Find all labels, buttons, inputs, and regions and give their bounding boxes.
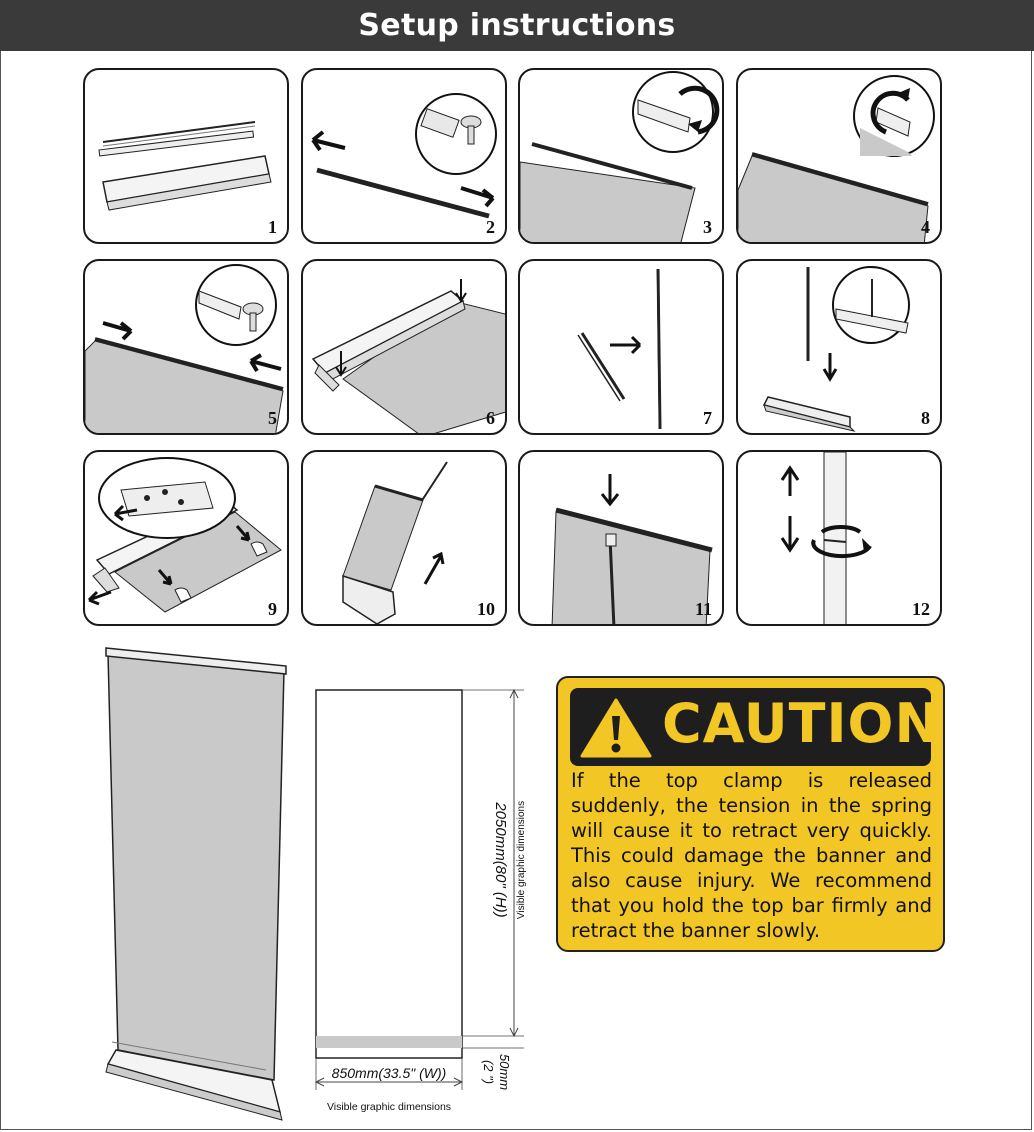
step-number: 10	[477, 599, 495, 619]
step-1-panel	[83, 68, 289, 244]
step-5-illustration	[85, 261, 289, 435]
step-9-panel	[83, 450, 289, 626]
step-6-illustration	[303, 261, 507, 435]
step-11-illustration	[520, 452, 724, 626]
page-title: Setup instructions	[0, 0, 1034, 51]
step-number: 8	[921, 408, 930, 428]
caution-title: CAUTION	[662, 692, 941, 755]
step-6-panel	[301, 259, 507, 435]
step-7-illustration	[520, 261, 724, 435]
warning-triangle-icon	[580, 696, 652, 760]
step-number: 2	[486, 217, 495, 237]
visible-dimensions-label-vertical: Visible graphic dimensions	[516, 800, 527, 920]
step-number: 7	[703, 408, 712, 428]
step-number: 3	[703, 217, 712, 237]
step-4-panel	[736, 68, 942, 244]
dimension-drawing	[310, 680, 540, 1120]
step-1-illustration	[85, 70, 289, 244]
step-7-panel	[518, 259, 724, 435]
step-2-panel	[301, 68, 507, 244]
step-9-illustration	[85, 452, 289, 626]
caution-header	[570, 688, 941, 766]
step-number: 12	[912, 599, 930, 619]
base-dimension-label-inches: (2 ")	[481, 1059, 496, 1085]
visible-dimensions-label-horizontal: Visible graphic dimensions	[326, 1101, 452, 1113]
step-3-illustration	[520, 70, 724, 244]
step-number: 1	[268, 217, 277, 237]
step-8-panel	[736, 259, 942, 435]
step-2-illustration	[303, 70, 507, 244]
step-number: 6	[486, 408, 495, 428]
step-11-panel	[518, 450, 724, 626]
width-dimension-label: 850mm(33.5" (W))	[331, 1065, 447, 1081]
base-dimension-label: 50mm	[497, 1053, 512, 1091]
step-3-panel	[518, 68, 724, 244]
step-10-panel	[301, 450, 507, 626]
step-4-illustration	[738, 70, 942, 244]
step-number: 9	[268, 599, 277, 619]
caution-box	[556, 676, 945, 952]
step-number: 5	[268, 408, 277, 428]
caution-message: If the top clamp is released suddenly, the tension in the spring will cause it to retract very quickly. This could damage the banner and also cause injury. We recommend that you hold the top bar firmly and retract the banner slowly.	[571, 769, 932, 942]
step-5-panel	[83, 259, 289, 435]
step-8-illustration	[738, 261, 942, 435]
step-number: 11	[694, 599, 712, 619]
height-dimension-label: 2050mm(80" (H))	[492, 802, 509, 918]
assembled-banner-stand	[96, 644, 296, 1124]
step-12-panel	[736, 450, 942, 626]
step-number: 4	[921, 217, 930, 237]
